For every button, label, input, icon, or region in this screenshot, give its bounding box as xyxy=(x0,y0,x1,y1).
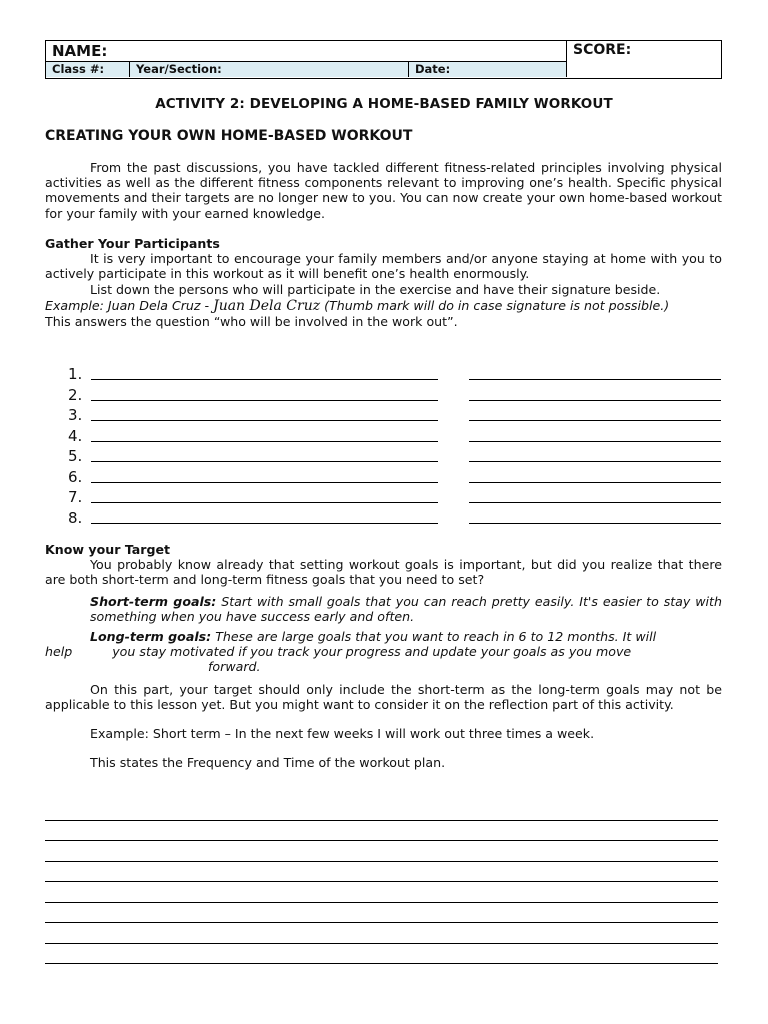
header-table xyxy=(45,40,722,79)
name-label: NAME: xyxy=(52,42,108,60)
list-number: 5. xyxy=(68,447,83,465)
long-term-line-2 xyxy=(45,644,722,659)
score-field[interactable] xyxy=(567,41,720,77)
short-term-goals xyxy=(45,594,722,624)
activity-title: ACTIVITY 2: DEVELOPING A HOME-BASED FAMILY WORKOUT xyxy=(155,96,613,112)
signature-line[interactable] xyxy=(469,400,721,401)
signature-line[interactable] xyxy=(469,420,721,421)
year-section-field[interactable]: Year/Section: xyxy=(130,62,409,77)
target-p1: You probably know already that setting workout goals is important, but did you realize that there are both short-term and long-term fitness goals that you need to set? xyxy=(45,557,722,588)
signature-line[interactable] xyxy=(469,461,721,462)
intro-text: From the past discussions, you have tackled different fitness-related principles involving physical activities as well as the different fitness components relevant to improving one’s health. Specific physical movements and their targets are no longer new to you. You can now create your own home-based workout for your family with your earned knowledge. xyxy=(45,160,722,221)
name-line[interactable] xyxy=(91,523,438,524)
header-subrow xyxy=(46,62,567,77)
long-term-help: help xyxy=(45,644,73,660)
name-line[interactable] xyxy=(91,400,438,401)
participants-answer: This answers the question “who will be involved in the work out”. xyxy=(45,314,458,330)
signature-line[interactable] xyxy=(469,379,721,380)
answer-line[interactable] xyxy=(45,861,718,862)
signature-line[interactable] xyxy=(469,441,721,442)
answer-line[interactable] xyxy=(45,963,718,964)
long-term-goals xyxy=(45,629,722,644)
name-line[interactable] xyxy=(91,461,438,462)
answer-line[interactable] xyxy=(45,922,718,923)
long-term-label: Long-term goals: xyxy=(90,629,212,645)
answer-line[interactable] xyxy=(45,881,718,882)
name-line[interactable] xyxy=(91,482,438,483)
target-p2: On this part, your target should only include the short-term as the long-term goals may not be applicable to this lesson yet. But you might want to consider it on the reflection part of this activity. xyxy=(45,681,722,712)
long-term-text-2: you stay motivated if you track your progress and update your goals as you move xyxy=(112,644,632,660)
answer-line[interactable] xyxy=(45,840,718,841)
participants-p1: It is very important to encourage your family members and/or anyone staying at home with you to actively participate in this workout as it will benefit one’s health enormously. xyxy=(45,251,722,282)
list-number: 6. xyxy=(68,467,83,486)
participants-example xyxy=(45,298,722,314)
target-heading: Know your Target xyxy=(45,542,171,557)
list-number: 4. xyxy=(68,426,83,445)
list-number: 1. xyxy=(68,365,83,383)
answer-line[interactable] xyxy=(45,943,718,944)
name-line[interactable] xyxy=(91,502,438,503)
list-number: 7. xyxy=(68,488,83,506)
participants-p2: List down the persons who will participate in the exercise and have their signature beside. xyxy=(90,281,661,297)
short-term-label: Short-term goals: xyxy=(90,593,217,609)
answer-line[interactable] xyxy=(45,820,718,821)
signature-line[interactable] xyxy=(469,482,721,483)
example-note: (Thumb mark will do in case signature is not possible.) xyxy=(324,297,670,313)
target-section xyxy=(45,542,722,770)
list-number: 8. xyxy=(68,508,83,527)
example-prefix: Example: Juan Dela Cruz - xyxy=(45,297,210,313)
answer-line[interactable] xyxy=(45,902,718,903)
participants-section xyxy=(45,236,722,329)
long-term-text-3: forward. xyxy=(208,659,261,675)
target-states: This states the Frequency and Time of the workout plan. xyxy=(90,755,446,771)
target-example: Example: Short term – In the next few weeks I will work out three times a week. xyxy=(90,726,595,742)
participants-heading: Gather Your Participants xyxy=(45,236,220,251)
list-number: 3. xyxy=(68,406,83,424)
class-field[interactable]: Class #: xyxy=(46,62,130,77)
name-field[interactable] xyxy=(46,41,567,62)
short-term-text: Start with small goals that you can reach pretty easily. It's easier to stay with something when you have success early and often. xyxy=(90,593,722,624)
long-term-text-1: These are large goals that you want to reach in 6 to 12 months. It will xyxy=(215,629,657,645)
name-line[interactable] xyxy=(91,441,438,442)
signature-line[interactable] xyxy=(469,502,721,503)
example-signature: Juan Dela Cruz xyxy=(213,297,321,314)
date-field[interactable]: Date: xyxy=(415,62,451,76)
score-label: SCORE: xyxy=(573,42,632,58)
intro-paragraph xyxy=(45,160,722,221)
name-line[interactable] xyxy=(91,420,438,421)
signature-line[interactable] xyxy=(469,523,721,524)
name-line[interactable] xyxy=(91,379,438,380)
section-subtitle: CREATING YOUR OWN HOME-BASED WORKOUT xyxy=(45,128,413,144)
list-number: 2. xyxy=(68,385,83,404)
